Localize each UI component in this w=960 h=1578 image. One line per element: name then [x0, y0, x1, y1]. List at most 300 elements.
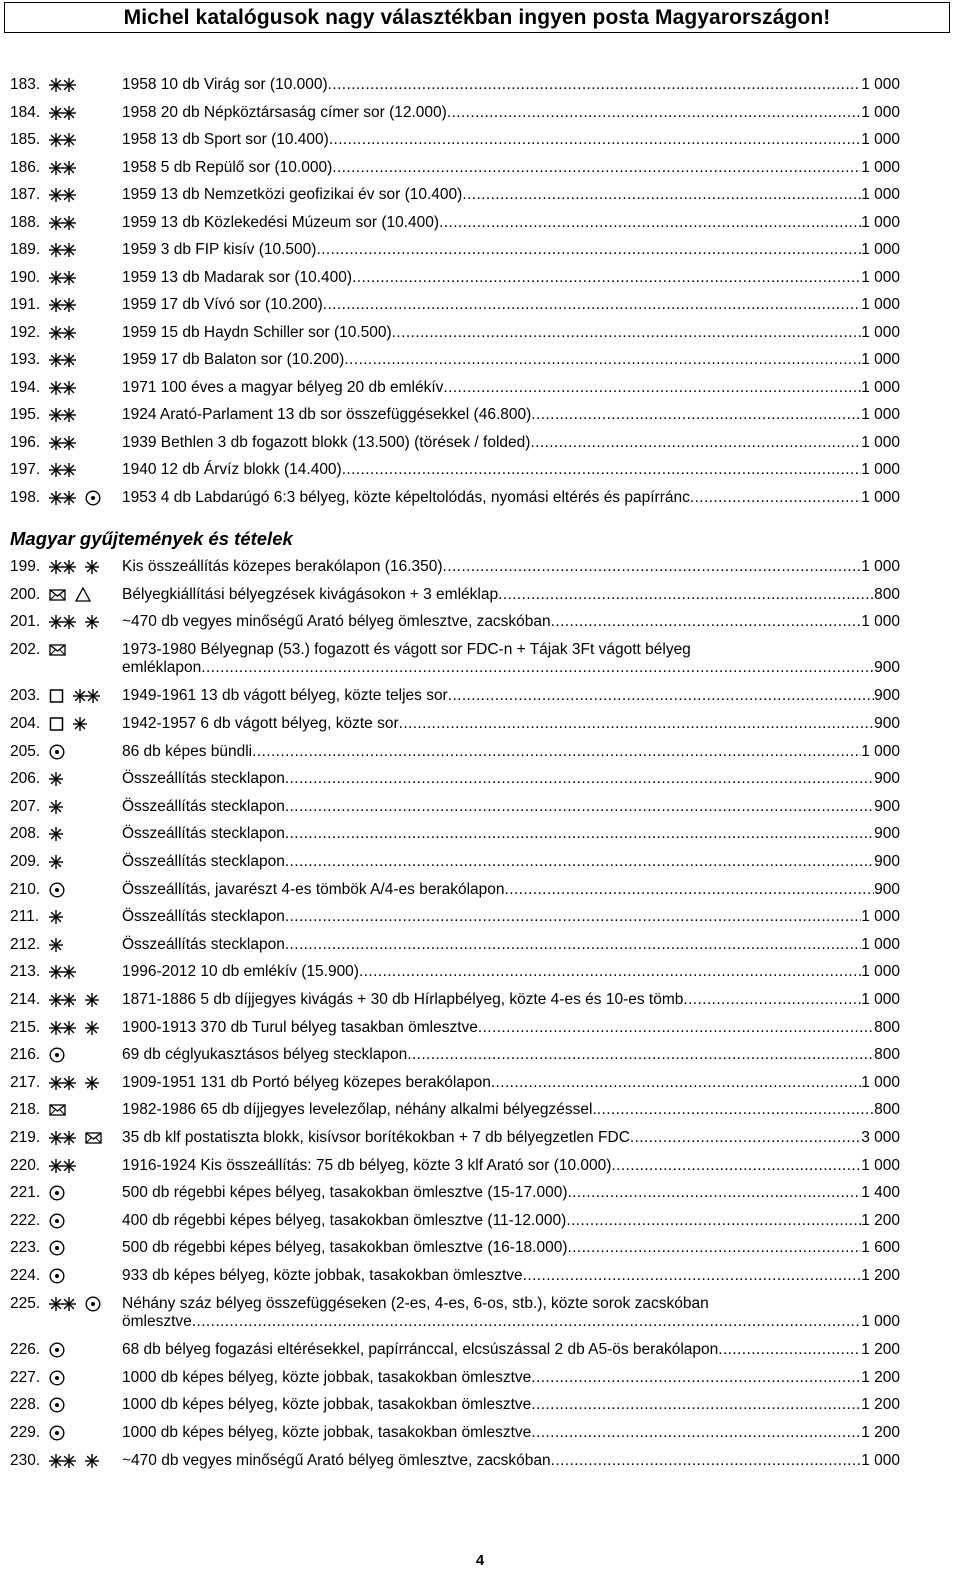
lot-condition-symbols: [48, 936, 120, 954]
lot-condition-symbols: [48, 1074, 120, 1092]
dot-leader: [597, 1101, 874, 1120]
lot-price: 1 000: [861, 213, 900, 231]
lot-description: 1924 Arató-Parlament 13 db sor összefüggésekkel (46.800): [122, 406, 532, 423]
dot-leader: [359, 963, 861, 982]
lot-price: 1 000: [861, 378, 900, 396]
lot-number: 214.: [10, 991, 41, 1008]
dot-leader: [443, 379, 861, 398]
lot-condition-symbols: [48, 489, 120, 507]
star-icon: [48, 825, 64, 843]
lot-price: 900: [874, 687, 900, 705]
lot-number: 194.: [10, 378, 41, 396]
lot-description: 1959 13 db Közlekedési Múzeum sor (10.400): [122, 213, 440, 231]
lot-price: 1 200: [861, 1396, 900, 1414]
double-star-icon: [48, 296, 78, 314]
dot-leader: [316, 241, 861, 260]
lot-condition-symbols: [48, 76, 120, 94]
lot-condition-symbols: [48, 1295, 120, 1313]
target-icon: [48, 881, 66, 899]
lot-number: 223.: [10, 1239, 41, 1257]
lot-number: 190.: [10, 268, 41, 286]
double-star-icon: [48, 1019, 78, 1037]
star-icon: [48, 853, 64, 871]
lot-description-continued: ömlesztve: [122, 1313, 192, 1331]
lot-description: Összeállítás stecklapon: [122, 770, 285, 788]
lot-number: 229.: [10, 1424, 41, 1441]
lot-number: 216.: [10, 1046, 41, 1064]
lot-description: 1000 db képes bélyeg, közte jobbak, tasakokban ömlesztve: [122, 1396, 532, 1414]
double-star-icon: [48, 214, 78, 232]
lot-condition-symbols: [48, 798, 120, 816]
lot-price: 1 000: [861, 488, 900, 506]
lot-description: ~470 db vegyes minőségű Arató bélyeg ömlesztve, zacskóban: [122, 1451, 551, 1469]
lot-number: 207.: [10, 797, 41, 815]
dot-leader: [498, 586, 874, 605]
lot-number: 212.: [10, 935, 41, 953]
lot-number: 215.: [10, 1018, 41, 1036]
double-star-icon: [48, 269, 78, 287]
lot-condition-symbols: [48, 853, 120, 871]
lot-number: 222.: [10, 1211, 41, 1229]
dot-leader: [285, 936, 861, 955]
lot-price: 1 000: [861, 323, 900, 341]
lot-description: 1909-1951 131 db Portó bélyeg közepes berakólapon: [122, 1073, 491, 1091]
catalog-banner: Michel katalógusok nagy választékban ingyen posta Magyarországon!: [4, 2, 950, 33]
lot-price: 1 200: [861, 1211, 900, 1229]
dot-leader: [448, 687, 874, 706]
lot-condition-symbols: [48, 770, 120, 788]
lot-description: 69 db céglyukasztásos bélyeg stecklapon: [122, 1046, 408, 1064]
lot-price: 1 000: [861, 103, 900, 121]
target-icon: [48, 1396, 66, 1414]
lot-price: 1 000: [861, 742, 900, 760]
double-star-icon: [48, 104, 78, 122]
lot-condition-symbols: [48, 743, 120, 761]
lot-description: Összeállítás stecklapon: [122, 908, 285, 926]
double-star-icon: [48, 434, 78, 452]
lot-price: 1 200: [861, 1341, 900, 1359]
dot-leader: [285, 770, 874, 789]
lot-condition-symbols: [48, 1184, 120, 1202]
double-star-icon: [48, 186, 78, 204]
lot-number: 192.: [10, 323, 41, 341]
target-icon: [84, 489, 102, 507]
lot-description: 1959 13 db Nemzetközi geofizikai év sor (10.400): [122, 186, 463, 203]
lot-condition-symbols: [48, 908, 120, 926]
lot-number: 188.: [10, 213, 41, 231]
lot-description: 1942-1957 6 db vágott bélyeg, közte sor: [122, 715, 399, 732]
lot-number: 218.: [10, 1101, 41, 1119]
lot-condition-symbols: [48, 558, 120, 576]
dot-leader: [323, 296, 861, 315]
target-icon: [48, 1424, 66, 1442]
lot-condition-symbols: [48, 461, 120, 479]
lot-price: 800: [874, 1046, 900, 1064]
lot-condition-symbols: [48, 1101, 120, 1119]
lot-description: 1971 100 éves a magyar bélyeg 20 db emlékív: [122, 378, 444, 396]
lot-description: 1973-1980 Bélyegnap (53.) fogazott és vágott sor FDC-n + Tájak 3Ft vágott bélyeg: [122, 640, 691, 658]
lot-description: 1953 4 db Labdarúgó 6:3 bélyeg, közte képeltolódás, nyomási eltérés és papírránc: [122, 488, 690, 506]
lot-price: 3 000: [861, 1129, 900, 1146]
lot-condition-symbols: [48, 1267, 120, 1285]
envelope-icon: [84, 1129, 104, 1147]
star-icon: [72, 715, 88, 733]
dot-leader: [332, 159, 861, 178]
lot-price: 1 000: [861, 296, 900, 313]
envelope-icon: [48, 1101, 68, 1119]
lot-condition-symbols: [48, 1369, 120, 1387]
dot-leader: [285, 798, 874, 817]
triangle-icon: [74, 586, 92, 604]
lot-condition-symbols: [48, 1424, 120, 1442]
lot-number: 209.: [10, 853, 41, 870]
lot-condition-symbols: [48, 379, 120, 397]
dot-leader: [567, 1239, 861, 1258]
dot-leader: [531, 1396, 861, 1415]
lot-description: ~470 db vegyes minőségű Arató bélyeg ömlesztve, zacskóban: [122, 613, 551, 631]
lot-price: 900: [874, 797, 900, 815]
dot-leader: [567, 1184, 861, 1203]
lot-condition-symbols: [48, 586, 120, 604]
lot-number: 201.: [10, 613, 41, 631]
target-icon: [48, 1341, 66, 1359]
lot-number: 198.: [10, 488, 41, 506]
lot-number: 217.: [10, 1073, 41, 1091]
star-icon: [48, 936, 64, 954]
lot-description: 1959 3 db FIP kisív (10.500): [122, 241, 317, 258]
lot-description: 35 db klf postatiszta blokk, kisívsor borítékokban + 7 db bélyegzetlen FDC: [122, 1129, 630, 1146]
lot-condition-symbols: [48, 186, 120, 204]
dot-leader: [531, 1369, 861, 1388]
target-icon: [48, 743, 66, 761]
dot-leader: [551, 613, 862, 632]
dot-leader: [566, 1212, 861, 1231]
lot-price: 1 200: [861, 1424, 900, 1441]
double-star-icon: [72, 687, 102, 705]
double-star-icon: [48, 461, 78, 479]
dot-leader: [407, 1046, 874, 1065]
dot-leader: [192, 1313, 861, 1332]
double-star-icon: [48, 131, 78, 149]
lot-description: Összeállítás stecklapon: [122, 797, 285, 815]
dot-leader: [531, 1424, 861, 1443]
dot-leader: [478, 1019, 874, 1038]
lot-price: 1 000: [861, 935, 900, 953]
lot-number: 210.: [10, 880, 41, 898]
lot-price: 800: [874, 1018, 900, 1036]
page-number: 4: [475, 1552, 485, 1569]
star-icon: [48, 770, 64, 788]
lot-number: 219.: [10, 1129, 41, 1146]
dot-leader: [630, 1129, 861, 1148]
lot-description: Összeállítás stecklapon: [122, 825, 285, 843]
lot-price: 1 000: [861, 158, 900, 176]
double-star-icon: [48, 558, 78, 576]
lot-price: 1 200: [861, 1368, 900, 1386]
lot-condition-symbols: [48, 1157, 120, 1175]
lot-condition-symbols: [48, 613, 120, 631]
target-icon: [48, 1267, 66, 1285]
lot-condition-symbols: [48, 1452, 120, 1470]
dot-leader: [285, 853, 874, 872]
dot-leader: [342, 461, 861, 480]
lot-number: 200.: [10, 585, 41, 603]
lot-price: 1 000: [861, 1451, 900, 1469]
lot-description: 1958 5 db Repülő sor (10.000): [122, 158, 333, 176]
lot-description: 1949-1961 13 db vágott bélyeg, közte teljes sor: [122, 687, 448, 705]
double-star-icon: [48, 963, 78, 981]
lot-condition-symbols: [48, 1046, 120, 1064]
lot-description: 1958 10 db Virág sor (10.000): [122, 76, 328, 93]
lot-number: 211.: [10, 908, 40, 926]
section-title: Magyar gyűjtemények és tételek: [10, 528, 293, 549]
lot-price: 1 000: [861, 433, 900, 451]
dot-leader: [531, 406, 861, 425]
dot-leader: [530, 434, 861, 453]
lot-description: 1000 db képes bélyeg, közte jobbak, tasakokban ömlesztve: [122, 1424, 532, 1441]
lot-price: 1 000: [861, 613, 900, 631]
lot-description: Összeállítás stecklapon: [122, 853, 285, 870]
star-icon: [84, 613, 100, 631]
lot-description: 86 db képes bündli: [122, 742, 253, 760]
lot-number: 189.: [10, 241, 41, 258]
lot-number: 220.: [10, 1156, 41, 1174]
lot-price: 1 000: [861, 991, 900, 1008]
double-star-icon: [48, 324, 78, 342]
dot-leader: [352, 269, 861, 288]
lot-description: 933 db képes bélyeg, közte jobbak, tasakokban ömlesztve: [122, 1267, 523, 1284]
target-icon: [48, 1369, 66, 1387]
lot-price: 1 000: [861, 963, 900, 981]
target-icon: [48, 1046, 66, 1064]
lot-number: 228.: [10, 1396, 41, 1414]
lot-price: 900: [874, 853, 900, 870]
star-icon: [84, 558, 100, 576]
dot-leader: [505, 881, 875, 900]
lot-description: 1958 20 db Népköztársaság címer sor (12.000): [122, 103, 447, 121]
lot-number: 197.: [10, 461, 41, 478]
dot-leader: [392, 324, 862, 343]
dot-leader: [443, 558, 862, 577]
lot-price: 1 000: [861, 76, 900, 93]
lot-description: 1916-1924 Kis összeállítás: 75 db bélyeg, közte 3 klf Arató sor (10.000): [122, 1156, 612, 1174]
target-icon: [84, 1295, 102, 1313]
lot-description: 1959 17 db Vívó sor (10.200): [122, 296, 323, 313]
dot-leader: [683, 991, 861, 1010]
lot-description: Kis összeállítás közepes berakólapon (16.350): [122, 558, 443, 575]
target-icon: [48, 1184, 66, 1202]
double-star-icon: [48, 406, 78, 424]
lot-description: Bélyegkiállítási bélyegzések kivágásokon + 3 emléklap: [122, 585, 499, 603]
lot-description: 1900-1913 370 db Turul bélyeg tasakban ömlesztve: [122, 1018, 478, 1036]
lot-condition-symbols: [48, 715, 120, 733]
lot-price: 1 000: [861, 558, 900, 575]
lot-number: 226.: [10, 1341, 41, 1359]
target-icon: [48, 1239, 66, 1257]
lot-number: 208.: [10, 825, 41, 843]
lot-number: 204.: [10, 715, 41, 732]
lot-condition-symbols: [48, 241, 120, 259]
dot-leader: [328, 76, 862, 95]
double-star-icon: [48, 991, 78, 1009]
double-star-icon: [48, 489, 78, 507]
lot-condition-symbols: [48, 825, 120, 843]
envelope-icon: [48, 641, 68, 659]
lot-condition-symbols: [48, 1129, 120, 1147]
lot-condition-symbols: [48, 1239, 120, 1257]
lot-description: 400 db régebbi képes bélyeg, tasakokban ömlesztve (11-12.000): [122, 1211, 567, 1229]
lot-number: 183.: [10, 76, 41, 93]
lot-price: 900: [874, 770, 900, 788]
double-star-icon: [48, 1074, 78, 1092]
dot-leader: [718, 1341, 861, 1360]
lot-description: 1959 13 db Madarak sor (10.400): [122, 268, 353, 286]
lot-description: 1982-1986 65 db díjjegyes levelezőlap, néhány alkalmi bélyegzéssel.: [122, 1101, 597, 1119]
lot-description: Összeállítás stecklapon: [122, 935, 285, 953]
lot-price: 1 000: [861, 351, 900, 368]
lot-condition-symbols: [48, 963, 120, 981]
lot-price: 900: [874, 659, 900, 677]
lot-price: 1 000: [861, 268, 900, 286]
lot-description: 500 db régebbi képes bélyeg, tasakokban ömlesztve (16-18.000): [122, 1239, 568, 1257]
lot-price: 900: [874, 825, 900, 843]
lot-price: 1 400: [861, 1184, 900, 1202]
lot-price: 1 000: [861, 186, 900, 203]
lot-description: 68 db bélyeg fogazási eltérésekkel, papírránccal, elcsúszással 2 db A5-ös berakólapon: [122, 1341, 719, 1359]
double-star-icon: [48, 1452, 78, 1470]
lot-description: 1959 17 db Balaton sor (10.200): [122, 351, 345, 368]
star-icon: [48, 908, 64, 926]
lot-number: 196.: [10, 433, 41, 451]
lot-condition-symbols: [48, 687, 120, 705]
star-icon: [84, 1074, 100, 1092]
lot-condition-symbols: [48, 159, 120, 177]
dot-leader: [690, 489, 861, 508]
double-star-icon: [48, 159, 78, 177]
dot-leader: [462, 186, 861, 205]
dot-leader: [285, 908, 861, 927]
lot-number: 224.: [10, 1267, 41, 1284]
lot-condition-symbols: [48, 131, 120, 149]
lot-number: 227.: [10, 1368, 41, 1386]
lot-number: 205.: [10, 742, 41, 760]
lot-price: 800: [874, 585, 900, 603]
square-icon: [48, 687, 66, 705]
lot-description: 1958 13 db Sport sor (10.400): [122, 131, 329, 148]
dot-leader: [399, 715, 875, 734]
dot-leader: [439, 214, 861, 233]
double-star-icon: [48, 1295, 78, 1313]
lot-condition-symbols: [48, 324, 120, 342]
lot-price: 1 000: [861, 1073, 900, 1091]
lot-condition-symbols: [48, 881, 120, 899]
lot-price: 800: [874, 1101, 900, 1119]
lot-price: 1 000: [861, 1156, 900, 1174]
lot-price: 1 600: [861, 1239, 900, 1257]
lot-description: 1939 Bethlen 3 db fogazott blokk (13.500) (törések / folded): [122, 433, 531, 451]
lot-description-continued: emléklapon: [122, 659, 202, 677]
lot-description: 1959 15 db Haydn Schiller sor (10.500): [122, 323, 392, 341]
lot-number: 186.: [10, 158, 41, 176]
lot-price: 1 000: [861, 241, 900, 258]
envelope-icon: [48, 586, 68, 604]
lot-description: Néhány száz bélyeg összefüggéseken (2-es, 4-es, 6-os, stb.), közte sorok zacskóban: [122, 1294, 709, 1312]
double-star-icon: [48, 1129, 78, 1147]
lot-description: 500 db régebbi képes bélyeg, tasakokban ömlesztve (15-17.000): [122, 1184, 568, 1202]
star-icon: [84, 1019, 100, 1037]
lot-number: 184.: [10, 103, 41, 121]
dot-leader: [285, 825, 874, 844]
lot-condition-symbols: [48, 991, 120, 1009]
lot-price: 1 000: [861, 908, 900, 926]
double-star-icon: [48, 351, 78, 369]
lot-condition-symbols: [48, 214, 120, 232]
lot-price: 1 000: [861, 1313, 900, 1331]
lot-condition-symbols: [48, 351, 120, 369]
lot-price: 1 000: [861, 131, 900, 148]
double-star-icon: [48, 76, 78, 94]
lot-price: 900: [874, 880, 900, 898]
lot-number: 199.: [10, 558, 41, 575]
lot-condition-symbols: [48, 434, 120, 452]
lot-price: 1 000: [861, 406, 900, 423]
lot-description: 1940 12 db Árvíz blokk (14.400): [122, 461, 342, 478]
lot-description: 1000 db képes bélyeg, közte jobbak, tasakokban ömlesztve: [122, 1368, 532, 1386]
square-icon: [48, 715, 66, 733]
lot-number: 221.: [10, 1184, 41, 1202]
dot-leader: [447, 104, 861, 123]
dot-leader: [252, 743, 861, 762]
lot-number: 206.: [10, 770, 41, 788]
dot-leader: [491, 1074, 861, 1093]
star-icon: [48, 798, 64, 816]
lot-number: 230.: [10, 1451, 41, 1469]
lot-description: 1996-2012 10 db emlékív (15.900): [122, 963, 359, 981]
dot-leader: [611, 1157, 861, 1176]
double-star-icon: [48, 1157, 78, 1175]
lot-number: 203.: [10, 687, 41, 705]
double-star-icon: [48, 379, 78, 397]
dot-leader: [523, 1267, 862, 1286]
lot-description: Összeállítás, javarészt 4-es tömbök A/4-es berakólapon: [122, 880, 505, 898]
star-icon: [84, 1452, 100, 1470]
lot-price: 1 000: [861, 461, 900, 478]
lot-condition-symbols: [48, 104, 120, 122]
lot-condition-symbols: [48, 641, 120, 659]
lot-number: 202.: [10, 640, 41, 658]
lot-price: 900: [874, 715, 900, 732]
double-star-icon: [48, 241, 78, 259]
dot-leader: [551, 1452, 862, 1471]
lot-condition-symbols: [48, 1396, 120, 1414]
lot-condition-symbols: [48, 406, 120, 424]
lot-condition-symbols: [48, 296, 120, 314]
lot-number: 185.: [10, 131, 41, 148]
lot-condition-symbols: [48, 1341, 120, 1359]
lot-condition-symbols: [48, 269, 120, 287]
double-star-icon: [48, 613, 78, 631]
lot-number: 213.: [10, 963, 41, 981]
lot-condition-symbols: [48, 1212, 120, 1230]
target-icon: [48, 1212, 66, 1230]
dot-leader: [201, 659, 874, 678]
dot-leader: [344, 351, 861, 370]
lot-number: 191.: [10, 296, 41, 313]
lot-description: 1871-1886 5 db díjjegyes kivágás + 30 db Hírlapbélyeg, közte 4-es és 10-es tömb: [122, 991, 684, 1008]
lot-number: 195.: [10, 406, 41, 423]
lot-condition-symbols: [48, 1019, 120, 1037]
lot-price: 1 200: [861, 1267, 900, 1284]
